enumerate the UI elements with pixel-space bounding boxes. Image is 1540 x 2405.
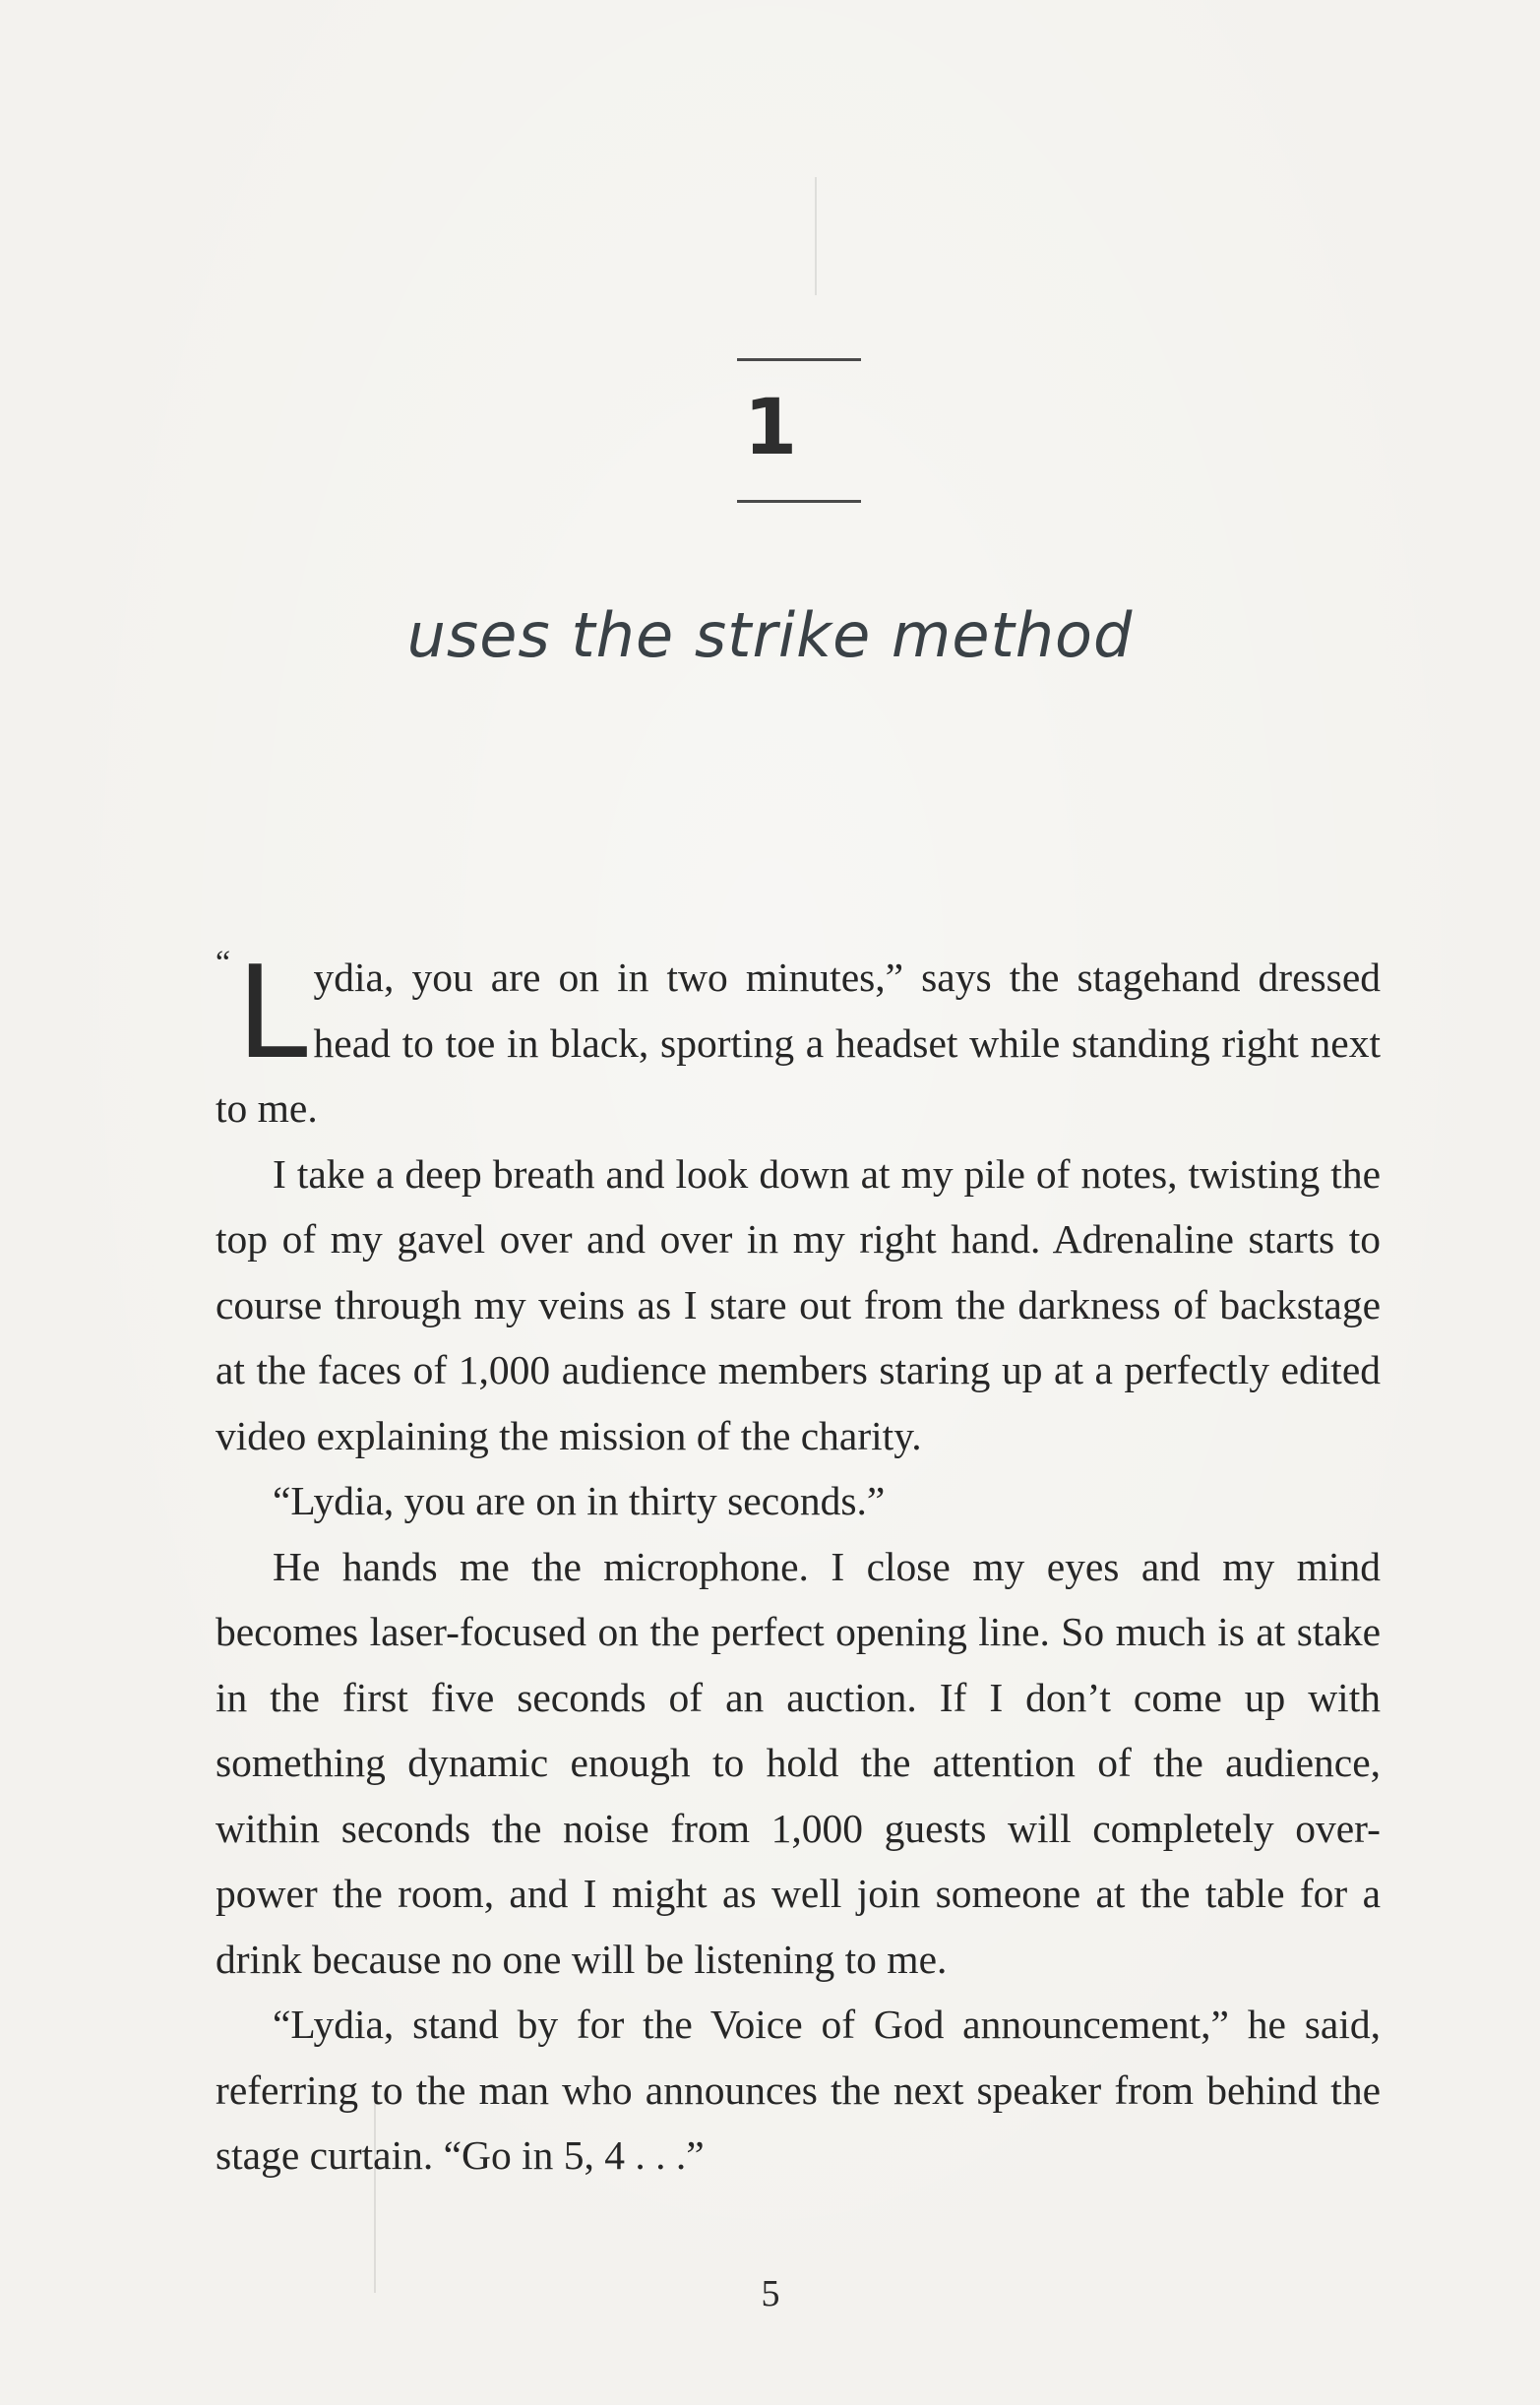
chapter-title: uses the strike method — [406, 599, 1134, 671]
body-text — [216, 938, 1381, 2189]
chapter-number: 1 — [743, 384, 798, 472]
opening-quote-mark: “ — [216, 945, 231, 981]
scan-artifact — [815, 177, 817, 295]
drop-cap: L — [236, 938, 308, 1087]
paragraph-4: He hands me the microphone. I close my eyes and my mind becomes laser-focused on the perfect opening line. So much is at stake in the first five seconds of an auction. If I don’t come up with something dynamic enough to hold the attention of the audience, within seconds the noise from 1,000 guests will completely over-power the room, and I might as well join someone at the table for a drink because no one will be listening to me. — [216, 1543, 1381, 1982]
paragraph-1-text: ydia, you are on in two minutes,” says the stagehand dressed head to toe in black, sporting a headset while standing right next to me. — [216, 955, 1381, 1131]
paragraph-2: I take a deep breath and look down at my pile of notes, twisting the top of my gavel over and over in my right hand. Adrenaline starts to course through my veins as I stare out from the darkness of backstage at the faces of 1,000 audience members staring up at a perfectly edited video explaining the mission of the charity. — [216, 1150, 1381, 1458]
paragraph-1 — [216, 938, 1381, 1141]
chapter-rule-top — [737, 358, 861, 361]
page-number: 5 — [761, 2273, 780, 2314]
chapter-rule-bottom — [737, 500, 861, 503]
paragraph-5: “Lydia, stand by for the Voice of God announcement,” he said, referring to the man who announces the next speaker from behind the stage curtain. “Go in 5, 4 . . .” — [216, 2002, 1381, 2178]
paragraph-3: “Lydia, you are on in thirty seconds.” — [273, 1478, 886, 1523]
